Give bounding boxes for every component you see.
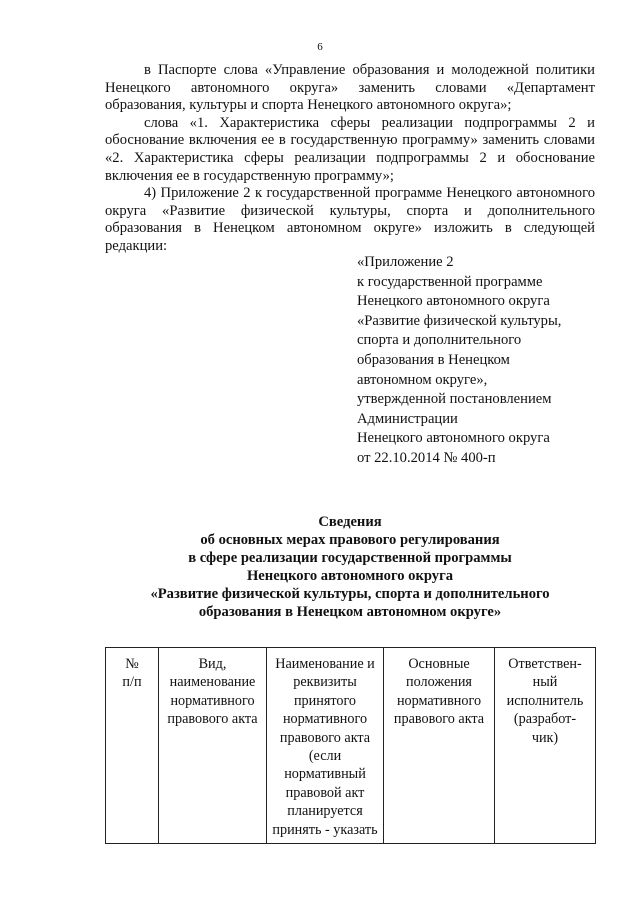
appendix-line: к государственной программе [357,273,543,290]
appendix-line: «Развитие физической культуры, [357,312,562,329]
heading-line: об основных мерах правового регулирования [200,532,500,548]
header-line: (разработ- [513,711,577,728]
appendix-line: «Приложение 2 [357,254,454,270]
header-line: нормативный [284,766,366,783]
appendix-line: образования в Ненецком [357,351,510,368]
column-header-number [106,648,159,844]
heading-line: образования в Ненецком автономном округе» [198,604,502,620]
document-heading [95,513,605,621]
appendix-line: автономном округе», [357,371,488,388]
appendix-line: спорта и дополнительного [357,332,522,349]
header-line: Ответствен- [508,656,582,672]
paragraph-passport-rename: в Паспорте слова «Управление образования и молодежной политики Ненецкого автономного округа» заменить словами «Департамент образования, культуры и спорта Ненецкого автономного округа»; [105,62,595,114]
heading-line: в сфере реализации государственной программы [188,550,512,566]
heading-line: Ненецкого автономного округа [246,568,454,584]
header-line: нормативного [396,692,482,709]
header-line: Основные [408,656,470,672]
appendix-line: Ненецкого автономного округа [357,430,550,447]
header-line: правового акта [393,711,485,728]
paragraph-appendix-change: 4) Приложение 2 к государственной программе Ненецкого автономного округа «Развитие физической культуры, спорта и дополнительного образования в Ненецком автономном округе» изложить в следующей редакции: [105,185,595,254]
page-number: 6 [317,41,323,53]
header-line: ный [532,674,558,691]
header-line: (если [308,748,342,765]
header-line: реквизиты [293,674,357,691]
header-line: Наименование и [275,656,375,672]
legal-acts-table [105,647,596,844]
appendix-line: Администрации [357,410,458,427]
header-line: принятого [293,692,357,709]
column-header-act-name-details [267,648,384,844]
column-header-act-type [159,648,267,844]
column-header-responsible-executor [495,648,596,844]
heading-line: «Развитие физической культуры, спорта и дополнительного [150,586,550,602]
appendix-line: утвержденной постановлением [357,391,552,408]
header-line: правового акта [279,729,371,746]
header-line: наименование [169,674,256,691]
body-text [105,62,595,256]
header-line: правовой акт [285,784,365,801]
header-line: положения [406,674,472,691]
header-line: чик) [531,729,559,746]
header-line: Вид, [198,656,227,672]
appendix-reference-block [357,253,597,469]
heading-line: Сведения [318,514,382,530]
appendix-line: Ненецкого автономного округа [357,293,550,310]
column-header-main-provisions [384,648,495,844]
header-line: исполнитель [506,692,584,709]
header-line: планируется [287,803,363,820]
header-line: правового акта [167,711,258,728]
table-header-row [106,648,596,844]
header-line: п/п [122,674,142,691]
header-line: № [125,656,139,672]
header-line: принять - указать [272,821,378,838]
appendix-line: от 22.10.2014 № 400-п [357,449,496,466]
paragraph-section-rename: слова «1. Характеристика сферы реализации подпрограммы 2 и обоснование включения ее в государственную программу» заменить словами «2. Характеристика сферы реализации подпрограммы 2 и обоснование включения ее в государственную программу»; [105,114,595,184]
header-line: нормативного [170,692,255,709]
header-line: нормативного [282,711,368,728]
